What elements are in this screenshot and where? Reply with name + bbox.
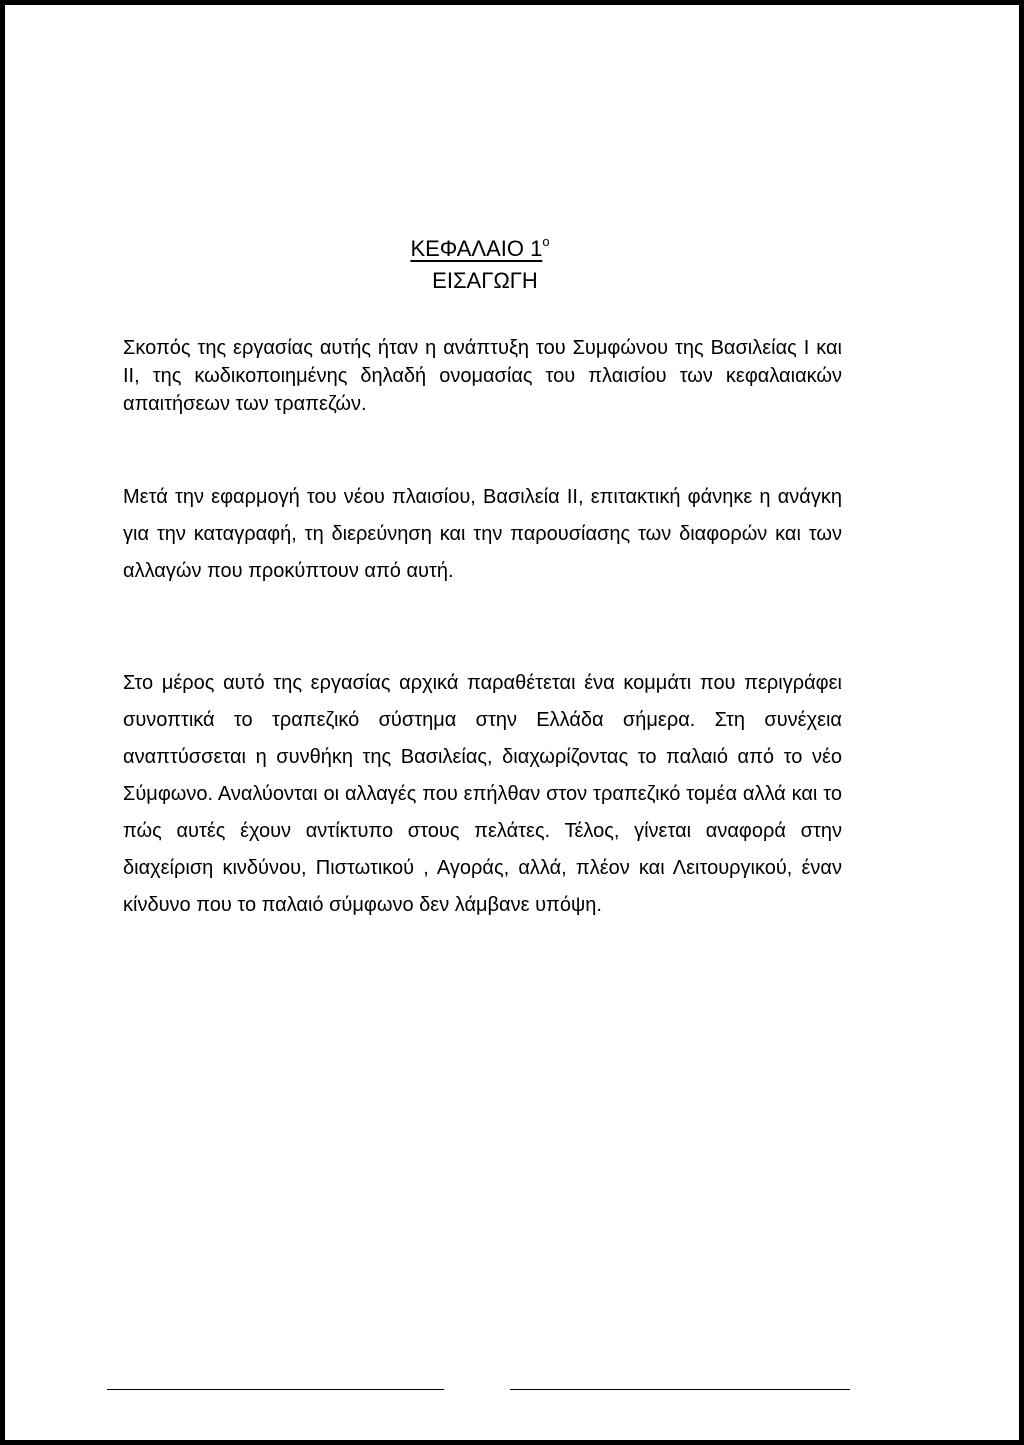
chapter-superscript: ο xyxy=(542,234,550,249)
chapter-label: ΚΕΦΑΛΑΙΟ 1 xyxy=(410,236,543,261)
chapter-heading xyxy=(0,234,960,261)
paragraph-structure: Στο μέρος αυτό της εργασίας αρχικά παραθέτεται ένα κομμάτι που περιγράφει συνοπτικά το τραπεζικό σύστημα στην Ελλάδα σήμερα. Στη συνέχεια αναπτύσσεται η συνθήκη της Βασιλείας, διαχωρίζοντας το παλαιό από το νέο Σύμφωνο. Αναλύονται οι αλλαγές που επήλθαν στον τραπεζικό τομέα αλλά και το πώς αυτές έχουν αντίκτυπο στους πελάτες. Τέλος, γίνεται αναφορά στην διαχείριση κινδύνου, Πιστωτικού , Αγοράς, αλλά, πλέον και Λειτουργικού, έναν κίνδυνο που το παλαιό σύμφωνο δεν λάμβανε υπόψη. xyxy=(123,672,842,916)
footer-rule-left xyxy=(107,1389,444,1390)
footer-rule-right xyxy=(510,1389,850,1390)
section-title: ΕΙΣΑΓΩΓΗ xyxy=(432,268,538,293)
paragraph-need: Μετά την εφαρμογή του νέου πλαισίου, Βασιλεία II, επιτακτική φάνηκε η ανάγκη για την καταγραφή, τη διερεύνηση και την παρουσίασης των διαφορών και των αλλαγών που προκύπτουν από αυτή. xyxy=(123,486,842,582)
paragraph-purpose: Σκοπός της εργασίας αυτής ήταν η ανάπτυξη του Συμφώνου της Βασιλείας I και II, της κωδικοποιημένης δηλαδή ονομασίας του πλαισίου των κεφαλαιακών απαιτήσεων των τραπεζών. xyxy=(123,337,842,415)
